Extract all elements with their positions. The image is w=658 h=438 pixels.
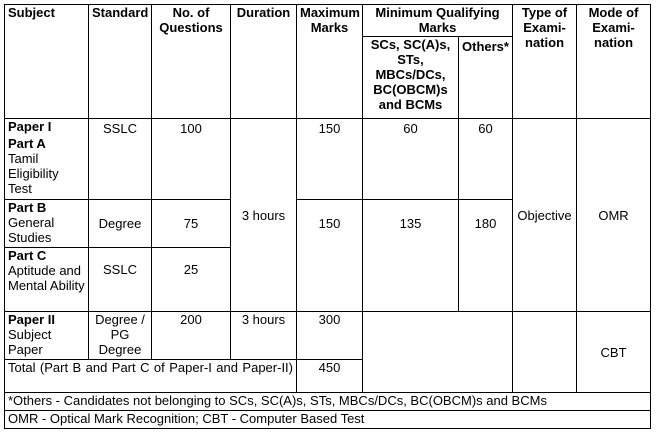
partA-questions: 100 [152,119,231,200]
note-abbreviations: OMR - Optical Mark Recognition; CBT - Computer Based Test [5,411,651,429]
partC-head: Part C [8,248,47,263]
paper1-duration: 3 hours [231,119,297,312]
partB-questions: 75 [152,200,231,248]
paper2-head: Paper II [8,312,55,327]
total-value: 450 [297,360,363,393]
header-mode: Mode of Exami-nation [577,5,651,119]
total-label: Total (Part B and Part C of Paper-I and Paper-II) [5,360,297,393]
partA-max: 150 [297,119,363,200]
header-subject: Subject [5,5,89,119]
partC-name: Aptitude and Mental Ability [8,263,85,293]
paper2-cell [5,312,89,360]
paper2-type-blank [513,312,577,393]
paper2-questions: 200 [152,312,231,360]
paper2-name: Subject Paper [8,327,52,357]
partBC-min-sc: 135 [363,200,459,312]
header-questions: No. of Questions [152,5,231,119]
partB-cell [5,200,89,248]
paper2-duration: 3 hours [231,312,297,360]
partC-questions: 25 [152,248,231,312]
partB-standard: Degree [89,200,152,248]
paper2-mode: CBT [577,312,651,393]
header-min-qualifying: Minimum Qualifying Marks [363,5,513,37]
partA-cell [5,136,89,200]
header-min-sc: SCs, SC(A)s, STs, MBCs/DCs, BC(OBCM)s and BCMs [363,37,459,119]
note-others: *Others - Candidates not belonging to SCs, SC(A)s, STs, MBCs/DCs, BC(OBCM)s and BCMs [5,393,651,411]
paper2-max: 300 [297,312,363,360]
header-max-marks: Maximum Marks [297,5,363,119]
partBC-max: 150 [297,200,363,312]
paper2-standard: Degree / PG Degree [89,312,152,360]
paper1-mode: OMR [577,119,651,312]
header-type: Type of Exami-nation [513,5,577,119]
paper2-min-blank [363,312,513,393]
partB-head: Part B [8,200,47,215]
partA-min-sc: 60 [363,119,459,200]
paper1-type: Objective [513,119,577,312]
exam-scheme-table [4,4,651,429]
partA-head: Part A [8,135,46,151]
partBC-min-others: 180 [459,200,513,312]
paper1-label: Paper I [5,119,89,136]
partC-cell [5,248,89,312]
partC-standard: SSLC [89,248,152,312]
partA-min-others: 60 [459,119,513,200]
partA-name: Tamil Eligibility Test [8,150,59,196]
partB-name: General Studies [8,215,55,245]
header-min-others: Others* [459,37,513,119]
partA-standard: SSLC [89,119,152,200]
header-standard: Standard [89,5,152,119]
header-duration: Duration [231,5,297,119]
